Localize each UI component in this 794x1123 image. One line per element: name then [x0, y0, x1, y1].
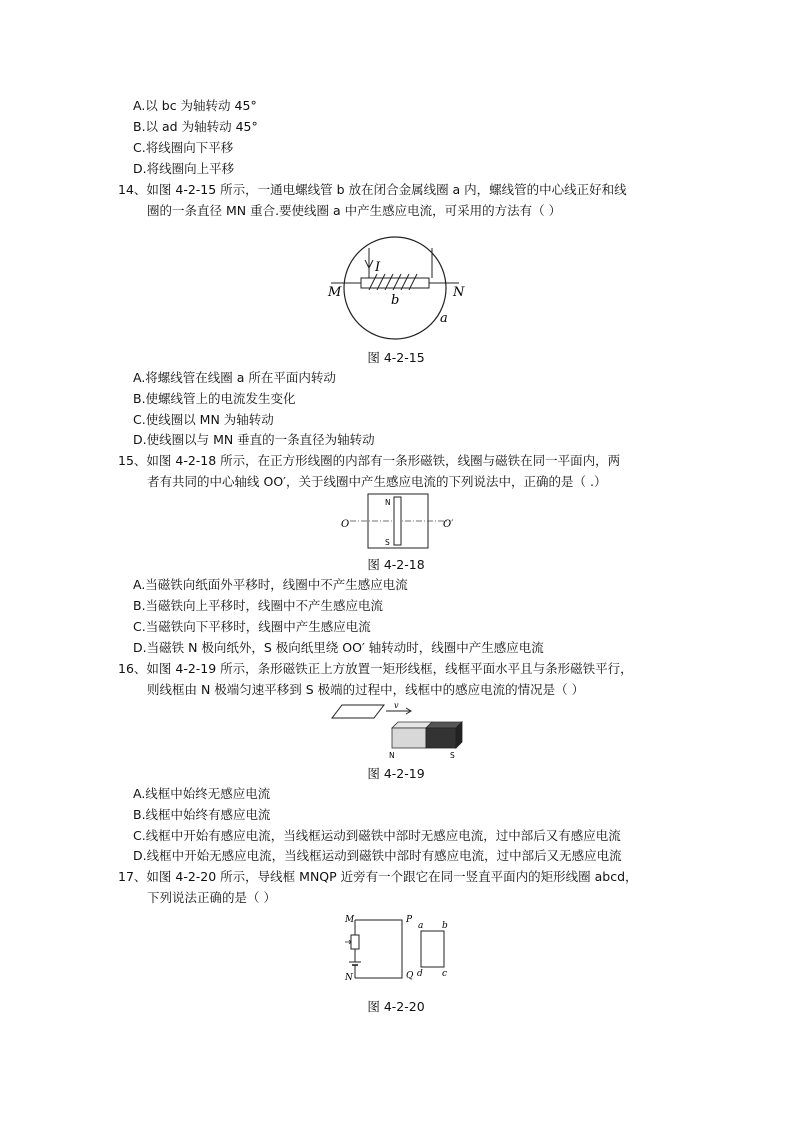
label-v: v [394, 701, 399, 710]
q15-stem: 15、如图 4-2-18 所示，在正方形线圈的内部有一条形磁铁，线圈与磁铁在同一平面内，两 [118, 453, 621, 468]
caption-4-2-19: 图 4-2-19 [367, 766, 425, 781]
magnet-top-n [392, 722, 432, 728]
q16-option-b: B.线框中始终有感应电流 [133, 807, 271, 822]
label-d: d [417, 969, 423, 979]
bar-magnet [394, 497, 401, 545]
label-b: b [391, 293, 400, 308]
figure-4-2-19 [328, 702, 468, 760]
caption-4-2-15: 图 4-2-15 [367, 350, 425, 365]
label-a: a [440, 311, 448, 326]
q14-option-d: D.使线圈以与 MN 垂直的一条直径为轴转动 [133, 432, 375, 447]
q17-stem: 17、如图 4-2-20 所示，导线框 MNQP 近旁有一个跟它在同一竖直平面内的矩形线圈 abcd， [118, 869, 638, 884]
q16-option-a: A.线框中始终无感应电流 [133, 786, 271, 801]
figure-4-2-18 [340, 493, 460, 551]
q14-stem: 14、如图 4-2-15 所示，一通电螺线管 b 放在闭合金属线圈 a 内，螺线管的中心线正好和线 [118, 182, 627, 197]
label-n: N [345, 973, 353, 983]
label-m: M [345, 915, 355, 925]
figure-4-2-15 [325, 238, 465, 342]
q13-option-b: B.以 ad 为轴转动 45° [133, 119, 258, 134]
q14-option-b: B.使螺线管上的电流发生变化 [133, 391, 296, 406]
label-p: P [406, 915, 413, 925]
q15-option-d: D.当磁铁 N 极向纸外，S 极向纸里绕 OO′ 轴转动时，线圈中产生感应电流 [133, 640, 544, 655]
q13-option-c: C.将线圈向下平移 [133, 140, 234, 155]
label-q: Q [406, 971, 414, 981]
label-pole-n: N [389, 751, 395, 760]
q16-option-c: C.线框中开始有感应电流，当线框运动到磁铁中部时无感应电流，过中部后又有感应电流 [133, 828, 621, 843]
label-o-prime: O′ [443, 519, 454, 530]
magnet-n-pole [392, 728, 426, 748]
q14-option-c: C.使线圈以 MN 为轴转动 [133, 412, 274, 427]
label-pole-s: S [450, 751, 455, 760]
q16-stem: 16、如图 4-2-19 所示，条形磁铁正上方放置一矩形线框，线框平面水平且与条形磁铁平行， [118, 661, 633, 676]
label-n: N [453, 285, 465, 300]
q15-option-c: C.当磁铁向下平移时，线圈中产生感应电流 [133, 619, 371, 634]
q13-option-d: D.将线圈向上平移 [133, 161, 235, 176]
label-b: b [442, 921, 448, 931]
q15-option-a: A.当磁铁向纸面外平移时，线圈中不产生感应电流 [133, 577, 408, 592]
q13-option-a: A.以 bc 为轴转动 45° [133, 98, 257, 113]
figure-4-2-20 [340, 910, 460, 986]
label-magnet-n: N [385, 498, 391, 507]
label-i: I [375, 260, 381, 275]
q16-stem-cont: 则线框由 N 极端匀速平移到 S 极端的过程中，线框中的感应电流的情况是（ ） [147, 682, 585, 697]
rectangular-frame [332, 705, 384, 718]
frame-mnqp [355, 920, 402, 978]
rheostat-slider [345, 940, 351, 944]
q15-stem-cont: 者有共同的中心轴线 OO′，关于线圈中产生感应电流的下列说法中，正确的是（ .） [147, 474, 607, 489]
q16-option-d: D.线框中开始无感应电流，当线框运动到磁铁中部时有感应电流，过中部后又无感应电流 [133, 848, 622, 863]
q15-option-b: B.当磁铁向上平移时，线圈中不产生感应电流 [133, 598, 384, 613]
q14-stem-cont: 圈的一条直径 MN 重合.要使线圈 a 中产生感应电流，可采用的方法有（ ） [147, 203, 562, 218]
coil-abcd [421, 931, 444, 967]
label-magnet-s: S [385, 538, 390, 547]
caption-4-2-20: 图 4-2-20 [367, 999, 425, 1014]
label-c: c [442, 969, 448, 979]
q14-option-a: A.将螺线管在线圈 a 所在平面内转动 [133, 370, 336, 385]
q17-stem-cont: 下列说法正确的是（ ） [147, 890, 276, 905]
label-a: a [418, 921, 424, 931]
caption-4-2-18: 图 4-2-18 [367, 557, 425, 572]
label-m: M [328, 285, 342, 300]
label-o: O [341, 519, 350, 530]
magnet-s-pole [426, 728, 456, 748]
rheostat [351, 935, 359, 949]
